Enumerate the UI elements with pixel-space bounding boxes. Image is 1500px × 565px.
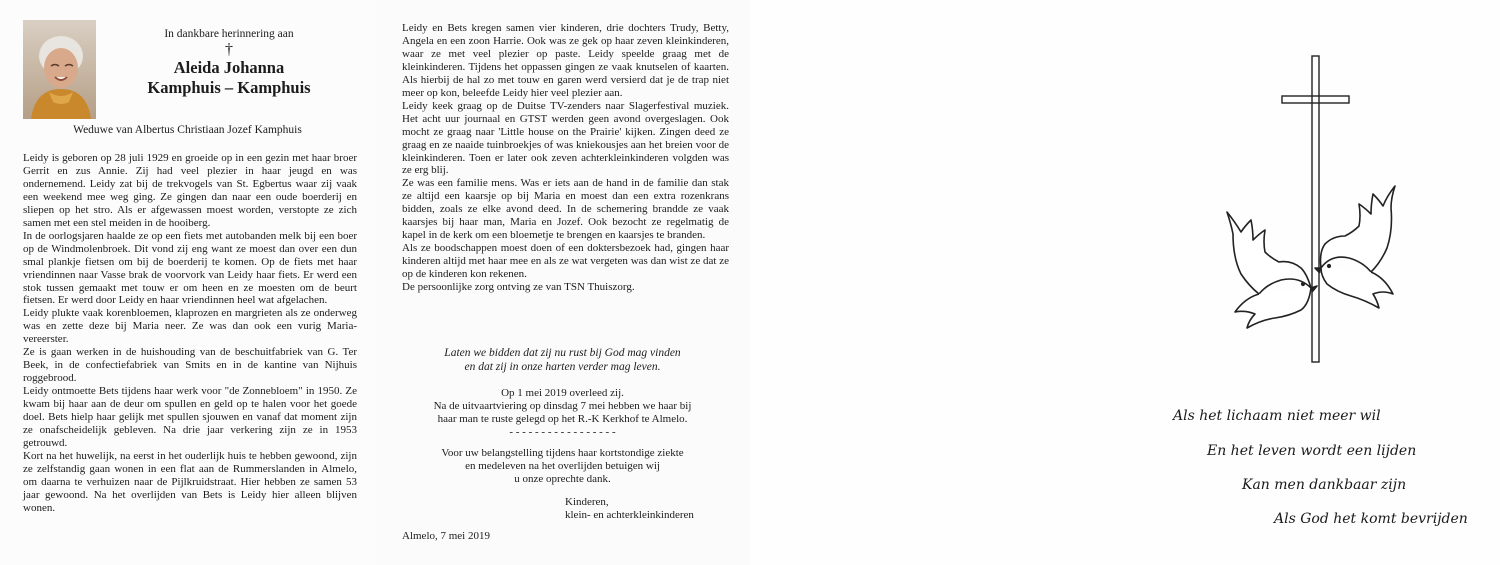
death-line: Op 1 mei 2019 overleed zij. xyxy=(501,387,624,399)
cross-with-doves-icon xyxy=(1225,54,1425,369)
paragraph: Leidy en Bets kregen samen vier kinderen, drie dochters Trudy, Betty, Angela en een zoon Harrie. Ook was ze gek op haar zeven kleinkinderen, waar ze met veel plezier op paste. Leidy speelde graag met de kleinkinderen. Tijdens het oppassen gingen ze vaak knutselen of kaarten. Als hierbij de hal zo met touw en garen werd versierd dat je de trap niet meer op kon, beleefde Leidy hier veel plezier aan. xyxy=(402,22,729,99)
thanks-line: en medeleven na het overlijden betuigen wij xyxy=(465,460,660,472)
intro-text: In dankbare herinnering aan xyxy=(164,28,294,40)
biography-left xyxy=(23,152,357,515)
thanks-line: u onze oprechte dank. xyxy=(514,473,611,485)
sign-line: Kinderen, xyxy=(565,496,609,508)
left-panel xyxy=(0,0,375,565)
death-line: haar man te ruste gelegd op het R.-K Kerkhof te Almelo. xyxy=(437,413,688,425)
sign-line: klein- en achterkleinkinderen xyxy=(565,509,694,521)
paragraph: Leidy ontmoette Bets tijdens haar werk voor "de Zonnebloem" in 1950. Ze kwam bij haar aan de deur om spullen en geld op te halen voor het goede doel. Bets hielp haar gelijk met spullen sjouwen en vanaf dat moment zijn ze onafscheidelijk gebleven. Na drie jaar verkering zijn ze in 1953 getrouwd. xyxy=(23,385,357,449)
paragraph: Kort na het huwelijk, na eerst in het ouderlijk huis te hebben gewoond, zijn ze zelfstandig gaan wonen in een flat aan de Rummerslanden in Almelo, om daarna te verhuizen naar de Pijlkruidstraat. Hier hebben ze samen 53 jaar gewoond. Na het overlijden van Bets is Leidy hier alleen blijven wonen. xyxy=(23,449,357,514)
paragraph: Ze is gaan werken in de huishouding van de beschuitfabriek van G. Ter Beek, in de confectiefabriek van Smits en in de kantine van Nijhuis roggebrood. xyxy=(23,346,357,385)
prayer-line: en dat zij in onze harten verder mag leven. xyxy=(464,361,661,373)
middle-panel xyxy=(375,0,750,565)
paragraph: Leidy is geboren op 28 juli 1929 en groeide op in een gezin met haar broer Gerrit en zus Annie. Zij had veel plezier in haar jeugd en was ondernemend. Leidy zat bij de trekvogels van St. Egbertus waar zij vaak een weekend mee weg ging. Ze gingen dan naar een oude boerderij en sliepen op het stro. Als er afgewassen moest worden, verstopte ze zich samen met een stel meiden in de hooiberg. xyxy=(23,152,357,229)
deceased-name: Aleida Johanna xyxy=(173,58,285,77)
place-date: Almelo, 7 mei 2019 xyxy=(402,530,490,542)
poem-line-4: Als God het komt bevrijden xyxy=(1274,511,1468,527)
paragraph: Ze was een familie mens. Was er iets aan de hand in de familie dan stak ze altijd een kaarsje op bij Maria en moest dan een extra rozenkrans bidden, zoals ze elke avond deed. In de schemering brandde ze vaak kaarsjes bij haar man, Maria en Jozef. Ook bezocht ze regelmatig de kapel in de kerk om een bloemetje te brengen en kaarsjes te branden. xyxy=(402,177,729,242)
signature xyxy=(565,496,694,522)
portrait-photo xyxy=(23,20,96,119)
prayer-line: Laten we bidden dat zij nu rust bij God mag vinden xyxy=(444,347,681,359)
deceased-surname: Kamphuis – Kamphuis xyxy=(147,78,311,97)
header xyxy=(98,28,360,98)
thanks-line: Voor uw belangstelling tijdens haar kortstondige ziekte xyxy=(441,447,684,459)
separator: - - - - - - - - - - - - - - - - - xyxy=(509,426,616,438)
paragraph: In de oorlogsjaren haalde ze op een fiets met autobanden melk bij een boer op de Windmolenbroek. Dit vond zij eng want ze moest dan over een dun smal plankje fietsen om bij de boerderij te komen. Op de fiets met haar vriendinnen naar Vasse brak de voorvork van Leidy haar fiets. Er werd een stok tussen gemaakt met touw er om heen en ze moesten om de beurt fietsen. Er werd door Leidy en haar vriendinnen heel wat afgelachen. xyxy=(23,229,357,307)
poem-line-3: Kan men dankbaar zijn xyxy=(1242,477,1407,493)
paragraph: Als ze boodschappen moest doen of een doktersbezoek had, gingen haar kinderen altijd met haar mee en als ze wat vergeten was dan wist ze dat ze op de kinderen kon rekenen. xyxy=(402,242,729,281)
death-line: Na de uitvaartviering op dinsdag 7 mei hebben we haar bij xyxy=(433,400,692,412)
death-notice xyxy=(375,387,750,439)
right-panel xyxy=(750,0,1500,565)
thanks-note xyxy=(375,447,750,486)
prayer xyxy=(375,346,750,374)
paragraph: Leidy keek graag op de Duitse TV-zenders naar Slagerfestival muziek. Het acht uur journaal en GTST werden geen avond overgeslagen. Ook mocht ze graag naar 'Little house on the Prairie' kijken. Zingen deed ze graag en ze naaide tuinbroekjes of was kniekousjes aan het breien voor de kleinkinderen. Toen er later ook zeven achterkleinkinderen volgden was ze erg blij. xyxy=(402,99,729,177)
dagger-icon: † xyxy=(225,41,233,58)
poem-line-2: En het leven wordt een lijden xyxy=(1207,443,1417,459)
widow-line: Weduwe van Albertus Christiaan Jozef Kamphuis xyxy=(73,124,302,136)
biography-middle xyxy=(402,22,729,294)
paragraph: Leidy plukte vaak korenbloemen, klaprozen en margrieten als ze onderweg was en zette deze bij Maria neer. Ze was dan ook een vurig Maria-vereerster. xyxy=(23,307,357,346)
poem-line-1: Als het lichaam niet meer wil xyxy=(1173,408,1381,424)
paragraph: De persoonlijke zorg ontving ze van TSN Thuiszorg. xyxy=(402,281,635,294)
